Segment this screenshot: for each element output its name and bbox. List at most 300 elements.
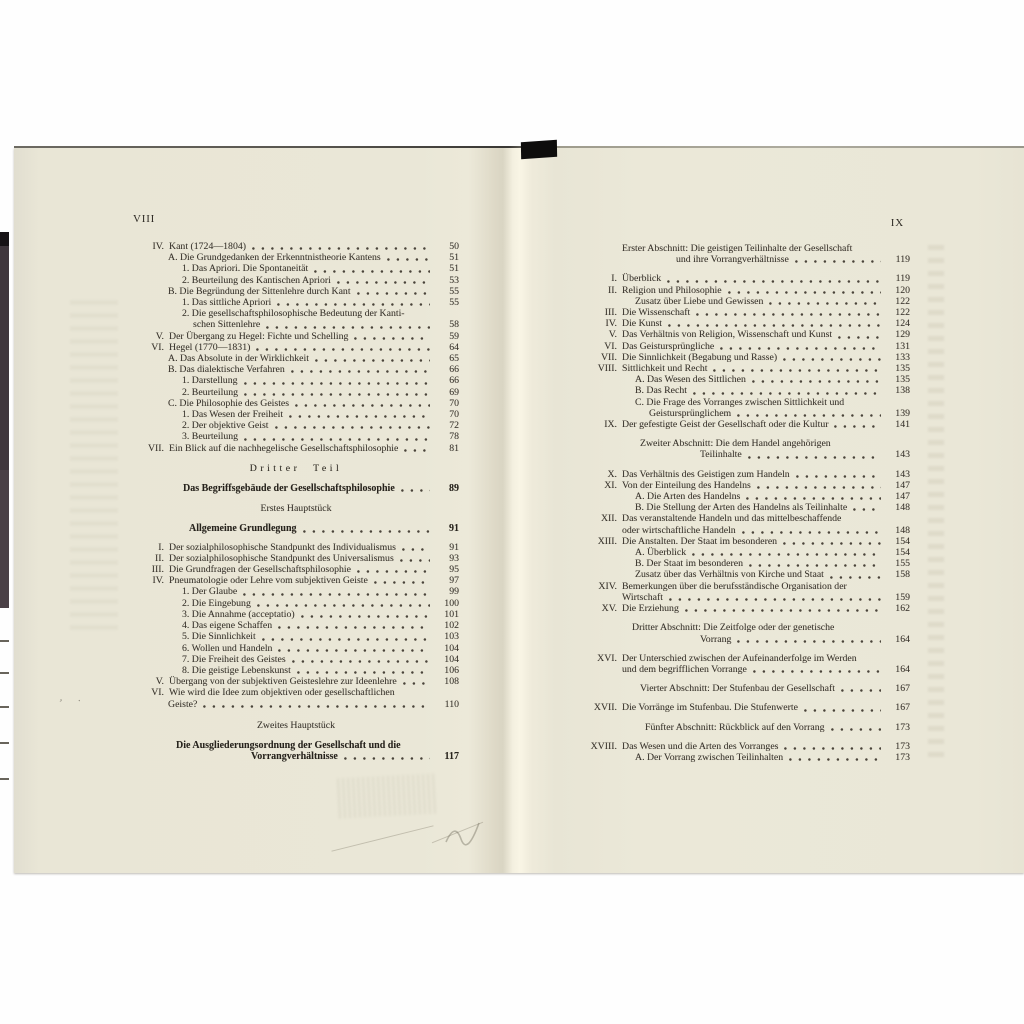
entry-title: A. Der Vorrang zwischen Teilinhalten [635, 751, 784, 763]
toc-row [565, 513, 910, 524]
toc-row [565, 341, 910, 352]
entry-title: Der Übergang zu Hegel: Fichte und Schelling [169, 330, 349, 342]
page-edge-tick [0, 672, 9, 674]
dot-leader [301, 615, 430, 618]
toc-row [565, 653, 910, 664]
toc-row [565, 525, 910, 536]
entry-page-number: 99 [449, 586, 459, 598]
toc-row [565, 581, 910, 592]
dot-leader [752, 380, 881, 383]
entry-page-number: 164 [895, 663, 910, 675]
toc-row [133, 398, 459, 409]
entry-page-number: 131 [895, 340, 910, 352]
dot-leader [795, 260, 881, 263]
left-toc-body [133, 241, 459, 762]
toc-row [133, 431, 459, 442]
entry-title: Pneumatologie oder Lehre vom subjektiven Geiste [169, 575, 368, 587]
entry-title: Fünfter Abschnitt: Rückblick auf den Vorrang [645, 721, 825, 733]
entry-page-number: 173 [895, 740, 910, 752]
dot-leader [203, 705, 430, 708]
entry-title: A. Das Absolute in der Wirklichkeit [168, 353, 309, 365]
dot-leader [404, 449, 430, 452]
dot-leader [266, 326, 430, 329]
entry-title: Zweiter Abschnitt: Die dem Handel angehörigen [640, 438, 831, 450]
entry-title: Bemerkungen über die berufsständische Organisation der [622, 580, 847, 592]
entry-numeral: IV. [152, 241, 164, 252]
entry-title: A. Das Wesen des Sittlichen [635, 374, 746, 386]
entry-page-number: 70 [449, 409, 459, 421]
entry-page-number: 93 [449, 552, 459, 564]
entry-title: Übergang von der subjektiven Geisteslehre zur Ideenlehre [169, 676, 397, 688]
dot-leader [668, 324, 881, 327]
toc-row [133, 275, 459, 286]
dot-leader [669, 598, 881, 601]
entry-title: B. Das dialektische Verfahren [168, 364, 285, 376]
toc-row [133, 409, 459, 420]
entry-title: Das Geistursprüngliche [622, 340, 715, 352]
entry-page-number: 148 [895, 524, 910, 536]
entry-title: Die Sinnlichkeit (Begabung und Rasse) [622, 351, 778, 363]
entry-title: Das veranstaltende Handeln und das mittelbeschaffende [622, 513, 842, 525]
toc-row [133, 443, 459, 454]
entry-title: Sittlichkeit und Recht [622, 363, 708, 375]
entry-title: oder wirtschaftliche Handeln [622, 524, 736, 536]
entry-title: Die Anstalten. Der Staat im besonderen [622, 535, 778, 547]
library-barcode-bleedthrough [337, 773, 437, 818]
entry-title: Die Grundfragen der Gesellschaftsphilosophie [169, 564, 352, 576]
page-edge-tick [0, 640, 9, 642]
toc-row [565, 592, 910, 603]
dot-leader [746, 497, 881, 500]
dot-leader [387, 258, 430, 261]
entry-page-number: 173 [895, 721, 910, 733]
entry-page-number: 102 [444, 620, 459, 632]
entry-page-number: 106 [444, 664, 459, 676]
entry-page-number: 53 [449, 274, 459, 286]
dot-leader [278, 649, 430, 652]
toc-row [565, 285, 910, 296]
toc-row [133, 375, 459, 386]
entry-page-number: 100 [444, 597, 459, 609]
entry-title: Zusatz über Liebe und Gewissen [635, 295, 764, 307]
toc-row [565, 449, 910, 460]
toc-row [133, 665, 459, 676]
entry-numeral: VI. [151, 687, 164, 699]
dot-leader [403, 682, 430, 685]
entry-numeral: V. [608, 329, 617, 341]
entry-title: A. Überblick [635, 547, 687, 559]
dot-leader [400, 559, 430, 562]
entry-page-number: 154 [895, 535, 910, 547]
entry-page-number: 173 [895, 751, 910, 763]
dot-leader [275, 426, 430, 429]
entry-page-number: 66 [449, 364, 459, 376]
entry-title: Der Unterschied zwischen der Aufeinanderfolge im Werden [622, 652, 857, 664]
dot-leader [757, 486, 881, 489]
entry-page-number: 78 [449, 431, 459, 443]
page-top-edge [14, 146, 1024, 148]
entry-page-number: 55 [449, 297, 459, 309]
entry-title: A. Die Arten des Handelns [635, 491, 741, 503]
entry-page-number: 159 [895, 591, 910, 603]
dot-leader [401, 489, 430, 492]
entry-title: Die Ausgliederungsordnung der Gesellschaft und die [176, 739, 401, 751]
toc-row [133, 609, 459, 620]
toc-row [133, 720, 459, 731]
toc-row [133, 586, 459, 597]
entry-page-number: 135 [895, 363, 910, 375]
entry-numeral: VIII. [597, 363, 617, 375]
entry-title: 1. Der Glaube [182, 586, 238, 598]
entry-numeral: XVIII. [590, 740, 617, 752]
page-edge-tick [0, 706, 9, 708]
entry-numeral: IX. [604, 419, 617, 431]
toc-row [565, 603, 910, 614]
entry-title: Der sozialphilosophische Standpunkt des Universalismus [169, 552, 394, 564]
entry-page-number: 103 [444, 631, 459, 643]
entry-title: A. Die Grundgedanken der Erkenntnistheorie Kantens [168, 252, 381, 264]
entry-title: Überblick [622, 273, 662, 285]
dot-leader [841, 689, 881, 692]
entry-numeral: I. [158, 541, 164, 553]
entry-title: 3. Beurteilung [182, 431, 239, 443]
toc-row [565, 634, 910, 645]
dot-leader [292, 660, 430, 663]
entry-numeral: VII. [147, 442, 164, 454]
entry-title: 1. Darstellung [182, 375, 238, 387]
entry-title: und dem begrifflichen Vorrange [622, 663, 747, 675]
entry-page-number: 95 [449, 564, 459, 576]
entry-numeral: XV. [601, 603, 617, 615]
entry-page-number: 155 [895, 558, 910, 570]
entry-title: 1. Das Apriori. Die Spontaneität [182, 263, 309, 275]
dot-leader [789, 758, 881, 761]
entry-numeral: XI. [604, 479, 617, 491]
entry-page-number: 138 [895, 385, 910, 397]
entry-title: Das Verhältnis von Religion, Wissenschaft und Kunst [622, 329, 833, 341]
toc-row [565, 722, 910, 733]
toc-row [565, 352, 910, 363]
toc-row [133, 387, 459, 398]
bleedthrough-numbers-column [928, 245, 944, 765]
pencil-marks: , · [59, 691, 89, 709]
entry-page-number: 55 [449, 285, 459, 297]
toc-row [565, 318, 910, 329]
entry-page-number: 104 [444, 642, 459, 654]
spine-headband-mark [521, 140, 557, 159]
entry-title: Das Begriffsgebäude der Gesellschaftsphilosophie [183, 483, 395, 495]
dot-leader [244, 393, 430, 396]
toc-row [565, 491, 910, 502]
toc-row [565, 558, 910, 569]
toc-row [565, 254, 910, 265]
dot-leader [713, 369, 881, 372]
toc-row [133, 263, 459, 274]
toc-row [565, 536, 910, 547]
page-edge-dark-segment [0, 232, 9, 246]
toc-row [133, 241, 459, 252]
dot-leader [374, 581, 430, 584]
dot-leader [244, 382, 430, 385]
entry-numeral: IV. [605, 318, 617, 330]
dot-leader [262, 638, 430, 641]
entry-numeral: XIV. [598, 580, 617, 592]
dot-leader [315, 359, 430, 362]
dot-leader [257, 604, 430, 607]
entry-page-number: 147 [895, 479, 910, 491]
bleedthrough-text-column [70, 300, 118, 630]
toc-row [565, 419, 910, 430]
entry-title: Teilinhalte [700, 449, 742, 461]
entry-page-number: 110 [444, 698, 459, 710]
entry-page-number: 158 [895, 569, 910, 581]
dot-leader [728, 291, 881, 294]
dot-leader [753, 670, 881, 673]
entry-page-number: 51 [449, 263, 459, 275]
entry-numeral: I. [611, 273, 617, 285]
page-edge-dark-segment [0, 470, 9, 608]
entry-page-number: 65 [449, 353, 459, 365]
entry-page-number: 50 [449, 241, 459, 252]
toc-row [133, 286, 459, 297]
entry-page-number: 58 [449, 319, 459, 331]
dot-leader [314, 270, 430, 273]
dot-leader [244, 438, 430, 441]
dot-leader [303, 530, 430, 533]
entry-title: Ein Blick auf die nachhegelische Gesellschaftsphilosophie [169, 442, 399, 454]
dot-leader [278, 626, 430, 629]
dot-leader [830, 576, 881, 579]
toc-row [565, 385, 910, 396]
entry-title: Die Wissenschaft [622, 307, 691, 319]
toc-row [565, 469, 910, 480]
entry-numeral: XVI. [597, 652, 617, 664]
toc-row [565, 741, 910, 752]
toc-row [133, 654, 459, 665]
toc-row [565, 243, 910, 254]
entry-title: Religion und Philosophie [622, 284, 722, 296]
toc-row [133, 643, 459, 654]
dot-leader [667, 280, 881, 283]
dot-leader [295, 404, 430, 407]
dot-leader [692, 553, 881, 556]
entry-page-number: 129 [895, 329, 910, 341]
toc-row [133, 353, 459, 364]
entry-title: 2. Die Eingebung [182, 597, 251, 609]
toc-row [133, 523, 459, 534]
toc-row [133, 503, 459, 514]
toc-row [133, 542, 459, 553]
page-edge-tick [0, 742, 9, 744]
dot-leader [804, 709, 881, 712]
toc-row [565, 374, 910, 385]
entry-page-number: 81 [449, 442, 459, 454]
toc-row [565, 547, 910, 558]
entry-title: Kant (1724—1804) [169, 241, 247, 252]
entry-page-number: 148 [895, 502, 910, 514]
dot-leader [291, 370, 430, 373]
toc-row [133, 319, 459, 330]
dot-leader [783, 542, 881, 545]
toc-row [133, 483, 459, 494]
entry-title: Hegel (1770—1831) [169, 341, 251, 353]
dot-leader [685, 609, 881, 612]
entry-page-number: 108 [444, 676, 459, 688]
entry-numeral: II. [608, 284, 617, 296]
entry-page-number: 66 [449, 375, 459, 387]
dot-leader [796, 475, 881, 478]
dot-leader [769, 302, 881, 305]
entry-numeral: X. [607, 468, 617, 480]
right-page-toc [565, 217, 910, 763]
entry-page-number: 143 [895, 449, 910, 461]
toc-row [133, 308, 459, 319]
entry-page-number: 154 [895, 547, 910, 559]
dot-leader [834, 425, 881, 428]
entry-numeral: IV. [152, 575, 164, 587]
dot-leader [357, 292, 430, 295]
entry-page-number: 162 [895, 603, 910, 615]
dot-leader [742, 531, 881, 534]
entry-page-number: 143 [895, 468, 910, 480]
entry-title: Vorrangverhältnisse [251, 751, 338, 763]
entry-page-number: 119 [895, 254, 910, 266]
entry-page-number: 141 [895, 419, 910, 431]
entry-numeral: V. [155, 676, 164, 688]
entry-page-number: 147 [895, 491, 910, 503]
left-page-toc [133, 213, 459, 762]
entry-title: und ihre Vorrangverhältnisse [676, 254, 789, 266]
dot-leader [720, 347, 881, 350]
toc-row [133, 687, 459, 698]
toc-row [565, 752, 910, 763]
dot-leader [337, 281, 430, 284]
entry-title: Vorrang [700, 633, 732, 645]
dot-leader [357, 570, 430, 573]
dot-leader [737, 414, 881, 417]
toc-row [133, 631, 459, 642]
toc-row [565, 408, 910, 419]
entry-title: Von der Einteilung des Handelns [622, 479, 751, 491]
dot-leader [354, 337, 430, 340]
entry-page-number: 122 [895, 307, 910, 319]
entry-page-number: 120 [895, 284, 910, 296]
entry-page-number: 69 [449, 386, 459, 398]
entry-title: Wie wird die Idee zum objektiven oder gesellschaftlichen [169, 687, 395, 699]
dot-leader [783, 358, 881, 361]
toc-row [565, 307, 910, 318]
dot-leader [693, 392, 881, 395]
dot-leader [831, 728, 882, 731]
toc-row [565, 664, 910, 675]
entry-title: 3. Die Annahme (acceptatio) [182, 608, 295, 620]
entry-title: Dritter Abschnitt: Die Zeitfolge oder der genetische [632, 622, 835, 634]
dot-leader [737, 640, 881, 643]
toc-row [133, 751, 459, 762]
entry-numeral: VII. [600, 351, 617, 363]
entry-title: Vierter Abschnitt: Der Stufenbau der Gesellschaft [640, 683, 836, 695]
entry-page-number: 51 [449, 252, 459, 264]
entry-title: 4. Das eigene Schaffen [182, 620, 273, 632]
dot-leader [243, 593, 430, 596]
entry-numeral: III. [151, 564, 164, 576]
entry-page-number: 122 [895, 295, 910, 307]
entry-numeral: XVII. [593, 702, 617, 714]
entry-page-number: 89 [449, 483, 459, 495]
entry-page-number: 167 [895, 683, 910, 695]
entry-title: Wirtschaft [622, 591, 663, 603]
entry-title: Zusatz über das Verhältnis von Kirche und Staat [635, 569, 824, 581]
entry-title: Die Kunst [622, 318, 663, 330]
dot-leader [853, 508, 881, 511]
dot-leader [256, 348, 430, 351]
toc-row [565, 480, 910, 491]
entry-page-number: 133 [895, 351, 910, 363]
dot-leader [748, 456, 881, 459]
entry-title: Geistursprünglichem [649, 407, 732, 419]
toc-row [133, 740, 459, 751]
entry-title: B. Der Staat im besonderen [635, 558, 744, 570]
toc-row [133, 620, 459, 631]
entry-title: 2. Der objektive Geist [182, 420, 269, 432]
entry-title: B. Die Begründung der Sittenlehre durch Kant [168, 285, 351, 297]
entry-title: Zweites Hauptstück [256, 719, 336, 731]
entry-page-number: 101 [444, 608, 459, 620]
entry-numeral: II. [155, 552, 164, 564]
dot-leader [277, 303, 430, 306]
toc-row [565, 683, 910, 694]
entry-title: schen Sittenlehre [193, 319, 261, 331]
entry-page-number: 104 [444, 653, 459, 665]
dot-leader [784, 747, 881, 750]
toc-row [565, 329, 910, 340]
toc-row [133, 676, 459, 687]
entry-title: 2. Beurteilung [182, 386, 239, 398]
entry-title: C. Die Philosophie des Geistes [168, 397, 290, 409]
toc-row [133, 331, 459, 342]
entry-title: Erster Abschnitt: Die geistigen Teilinhalte der Gesellschaft [622, 243, 853, 254]
entry-title: Das Wesen und die Arten des Vorranges [622, 740, 779, 752]
entry-title: Die Vorränge im Stufenbau. Die Stufenwerte [622, 702, 798, 714]
dot-leader [297, 671, 430, 674]
toc-row [565, 273, 910, 284]
toc-row [565, 702, 910, 713]
entry-page-number: 59 [449, 330, 459, 342]
right-page-number: IX [890, 217, 904, 229]
entry-numeral: XII. [600, 513, 617, 525]
dot-leader [252, 247, 430, 250]
toc-row [565, 569, 910, 580]
entry-title: Erstes Hauptstück [260, 503, 332, 515]
left-page-number: VIII [133, 213, 156, 225]
entry-title: Allgemeine Grundlegung [189, 523, 297, 535]
dot-leader [696, 313, 881, 316]
dot-leader [749, 564, 881, 567]
entry-page-number: 124 [895, 318, 910, 330]
entry-title: Geiste? [168, 698, 198, 710]
dot-leader [838, 336, 881, 339]
toc-row [133, 575, 459, 586]
entry-title: Dritter Teil [249, 462, 343, 474]
toc-row [133, 297, 459, 308]
entry-title: 2. Die gesellschaftsphilosophische Bedeutung der Kanti- [182, 308, 405, 320]
entry-title: 1. Das sittliche Apriori [182, 297, 272, 309]
entry-page-number: 91 [449, 541, 459, 553]
toc-row [133, 252, 459, 263]
dot-leader [344, 757, 430, 760]
entry-title: Der sozialphilosophische Standpunkt des Individualismus [169, 541, 396, 553]
entry-page-number: 119 [895, 273, 910, 285]
